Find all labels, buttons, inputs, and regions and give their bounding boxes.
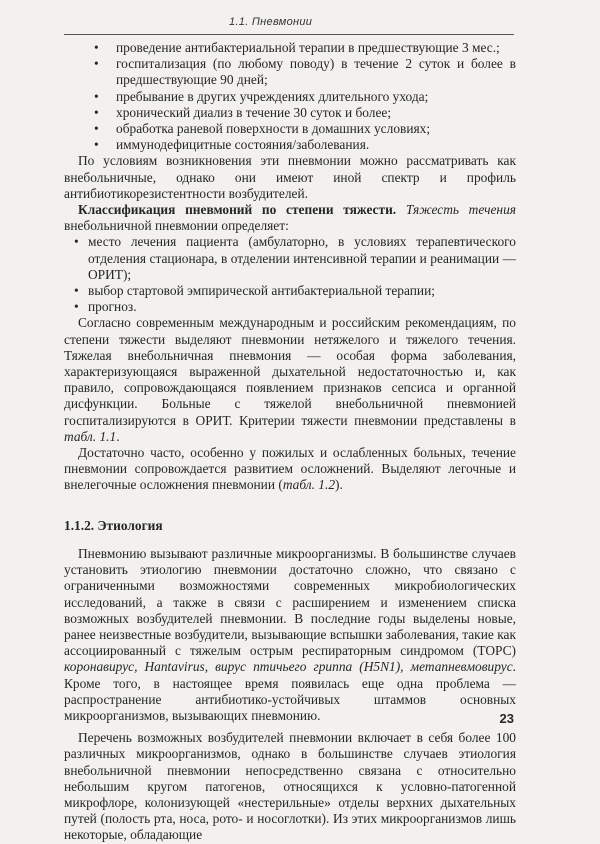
table-reference: табл. 1.1 bbox=[64, 428, 117, 444]
heading-rest: внебольничной пневмонии определяет: bbox=[64, 218, 289, 234]
list-item: • хронический диализ в течение 30 суток и более; bbox=[64, 105, 516, 121]
paragraph bbox=[64, 315, 516, 445]
list-item: • иммунодефицитные состояния/заболевания. bbox=[64, 137, 516, 153]
severity-list bbox=[64, 234, 516, 315]
table-reference: табл. 1.2 bbox=[282, 477, 336, 493]
list-item: • пребывание в других учреждениях длительного ухода; bbox=[64, 89, 516, 105]
running-head-title: 1.1. Пневмонии bbox=[229, 16, 313, 28]
paragraph: Перечень возможных возбудителей пневмонии включает в себя более 100 различных микроорганизмов, однако в большинстве случаев этиология внебольничной пневмонии непосредственно связана с относительно небольшим кругом патогенов, относящихся к условно-патогенной микрофлоре, колонизующей «нестерильные» отделы верхних дыхательных путей (полость рта, носа, рото- и носоглотки). Из этих микроорганизмов лишь некоторые, обладающие bbox=[64, 730, 516, 843]
list-item: • выбор стартовой эмпирической антибактериальной терапии; bbox=[64, 283, 516, 299]
running-head bbox=[64, 14, 514, 35]
list-item: • прогноз. bbox=[64, 299, 516, 315]
page-number: 23 bbox=[499, 711, 514, 726]
paragraph bbox=[64, 546, 516, 724]
paragraph-text: Достаточно часто, особенно у пожилых и ослабленных больных, течение пневмонии сопровождается развитием осложнений. Выделяют легочные и внелегочные осложнения пневмонии ( bbox=[64, 445, 516, 493]
paragraph-end: ). bbox=[335, 477, 343, 493]
italic-term: Тяжесть течения bbox=[405, 202, 516, 218]
list-item: • обработка раневой поверхности в домашних условиях; bbox=[64, 121, 516, 137]
list-item: • проведение антибактериальной терапии в предшествующие 3 мес.; bbox=[64, 40, 516, 56]
list-item: • госпитализация (по любому поводу) в течение 2 суток и более в предшествующие 90 дней; bbox=[64, 56, 516, 88]
page-body bbox=[64, 40, 516, 844]
paragraph-text: . Кроме того, в настоящее время появилась еще одна проблема — распространение антибиотико-устойчивых штаммов основных микроорганизмов, вызывающих пневмонию. bbox=[64, 659, 516, 723]
paragraph-end: . bbox=[116, 428, 120, 444]
paragraph-text: Согласно современным международным и российским рекомендациям, по степени тяжести выделяют пневмонии нетяжелого и тяжелого течения. Тяжелая внебольничная пневмония — особая форма заболевания, характеризующаяся выраженной дыхательной недостаточностью и, как правило, сопровождающаяся появлением признаков сепсиса и органной дисфункции. Больные с тяжелой внебольничной пневмонией госпитализируются в ОРИТ. Критерии тяжести пневмонии представлены в bbox=[64, 315, 516, 428]
classification-paragraph bbox=[64, 202, 516, 234]
paragraph bbox=[64, 445, 516, 494]
list-item: • место лечения пациента (амбулаторно, в условиях терапевтического отделения стационара, в отделении интенсивной терапии и реанимации — ОРИТ); bbox=[64, 234, 516, 283]
section-title: 1.1.2. Этиология bbox=[64, 517, 163, 533]
paragraph: По условиям возникновения эти пневмонии можно рассматривать как внебольничные, однако они имеют иной спектр и профиль антибиотикорезистентности возбудителей. bbox=[64, 153, 516, 201]
risk-factor-list bbox=[64, 40, 516, 153]
pathogen-names: коронавирус, Hantavirus, вирус птичьего гриппа (H5N1), метапневмовирус bbox=[64, 659, 513, 675]
bold-heading: Классификация пневмоний по степени тяжести. bbox=[78, 202, 397, 218]
paragraph-text: Пневмонию вызывают различные микроорганизмы. В большинстве случаев установить этиологию пневмонии достаточно сложно, что связано с ограниченными возможностями современных микробиологических исследований, а также в связи с расширением и изменением списка возможных возбудителей пневмонии. В последние годы выделены новые, ранее неизвестные возбудители, вызывающие вспышки заболевания, такие как ассоциированный с тяжелым острым респираторным синдромом (ТОРС) bbox=[64, 545, 516, 659]
